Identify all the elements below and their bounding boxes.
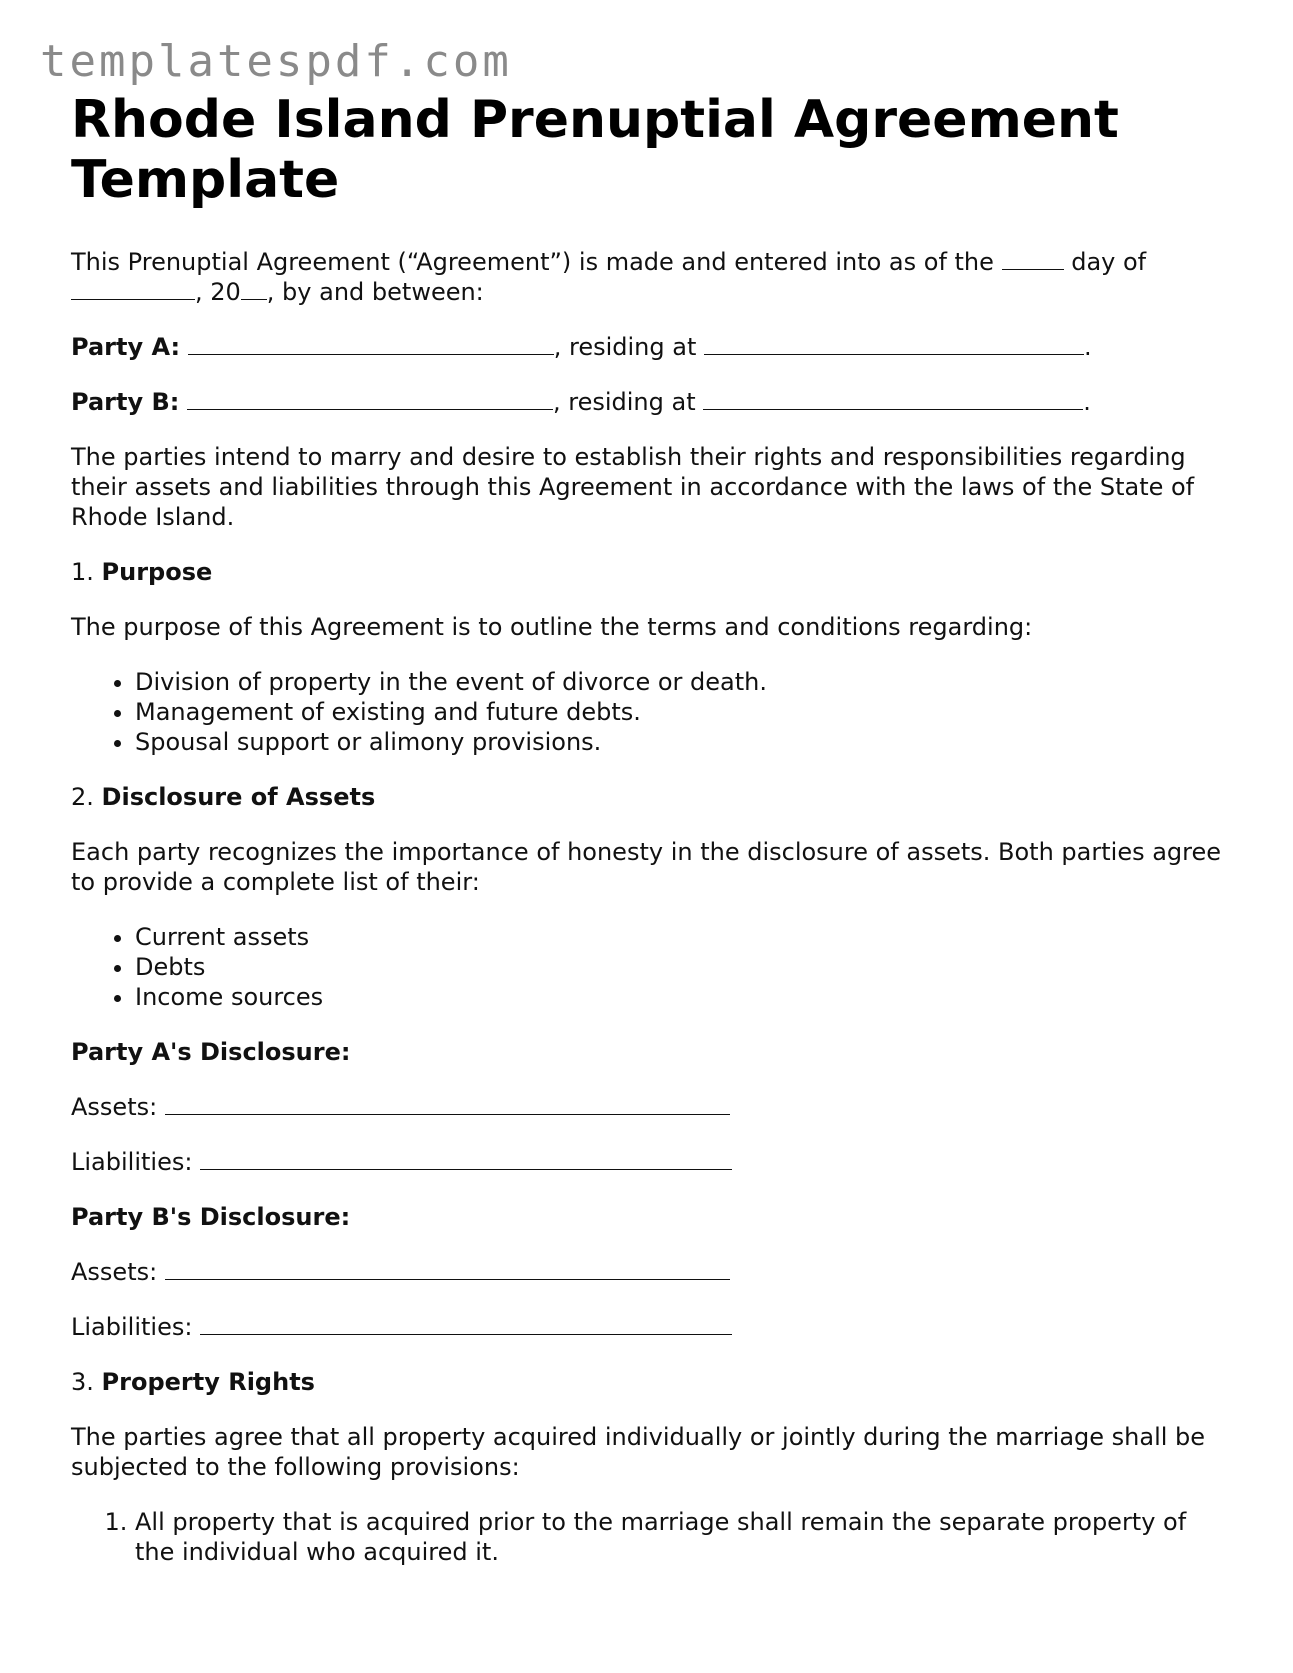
year-blank[interactable] [241,277,267,300]
liabilities-label: Liabilities: [71,1148,193,1176]
party-a-liabilities-line [71,1147,1231,1177]
party-a-name-blank[interactable] [188,332,554,355]
list-item: • Management of existing and future debts. [135,697,1231,727]
section-disclosure-heading [71,782,1231,812]
section-number: 1. [71,558,94,586]
day-blank[interactable] [1002,247,1064,270]
section-number: 2. [71,783,94,811]
liabilities-label: Liabilities: [71,1313,193,1341]
party-a-address-blank[interactable] [704,332,1084,355]
list-item: • Current assets [135,922,1231,952]
section-title: Purpose [101,558,213,586]
intro-text-2: day of [1071,248,1147,276]
party-b-label: Party B: [71,388,180,416]
party-b-disclosure-heading: Party B's Disclosure: [71,1203,351,1231]
party-b-line [71,387,1231,417]
party-a-label: Party A: [71,333,181,361]
party-a-assets-line [71,1092,1231,1122]
party-b-liabilities-blank[interactable] [200,1312,732,1335]
month-blank[interactable] [71,277,195,300]
party-a-residing: , residing at [553,333,697,361]
party-b-end: . [1083,388,1091,416]
party-a-disclosure-heading: Party A's Disclosure: [71,1038,351,1066]
list-item: • Income sources [135,982,1231,1012]
section-purpose-heading [71,557,1231,587]
assets-label: Assets: [71,1093,158,1121]
assets-label: Assets: [71,1258,158,1286]
section-title: Disclosure of Assets [101,783,376,811]
intro-text-4: , by and between: [266,278,484,306]
document-page [71,90,1231,1592]
party-b-residing: , residing at [552,388,696,416]
party-b-address-blank[interactable] [703,387,1083,410]
intent-paragraph: The parties intend to marry and desire to establish their rights and responsibilities regarding their assets and liabilities through this Agreement in accordance with the laws of the State of Rhode Island. [71,443,1195,531]
section-title: Property Rights [101,1368,315,1396]
property-text: The parties agree that all property acquired individually or jointly during the marriage shall be subjected to the following provisions: [71,1423,1206,1481]
intro-text-1: This Prenuptial Agreement (“Agreement”) is made and entered into as of the [71,248,994,276]
party-a-line [71,332,1231,362]
party-a-end: . [1084,333,1092,361]
section-property-heading [71,1367,1231,1397]
party-b-name-blank[interactable] [187,387,553,410]
disclosure-text: Each party recognizes the importance of honesty in the disclosure of assets. Both parties agree to provide a complete list of their: [71,838,1222,896]
party-b-liabilities-line [71,1312,1231,1342]
party-a-liabilities-blank[interactable] [200,1147,732,1170]
party-b-assets-line [71,1257,1231,1287]
document-title: Rhode Island Prenuptial Agreement Template [71,90,1119,210]
disclosure-list [71,922,1231,1012]
list-item: 1. All property that is acquired prior to the marriage shall remain the separate property of the individual who acquired it. [135,1507,1231,1567]
section-number: 3. [71,1368,94,1396]
list-item: • Debts [135,952,1231,982]
list-item: • Spousal support or alimony provisions. [135,727,1231,757]
watermark: templatespdf.com [40,36,512,87]
list-item: • Division of property in the event of divorce or death. [135,667,1231,697]
purpose-list [71,667,1231,757]
intro-paragraph [71,247,1231,307]
property-list [71,1507,1231,1567]
intro-text-3: , 20 [195,278,241,306]
party-a-assets-blank[interactable] [165,1092,730,1115]
party-b-assets-blank[interactable] [165,1257,730,1280]
purpose-text: The purpose of this Agreement is to outline the terms and conditions regarding: [71,613,1033,641]
